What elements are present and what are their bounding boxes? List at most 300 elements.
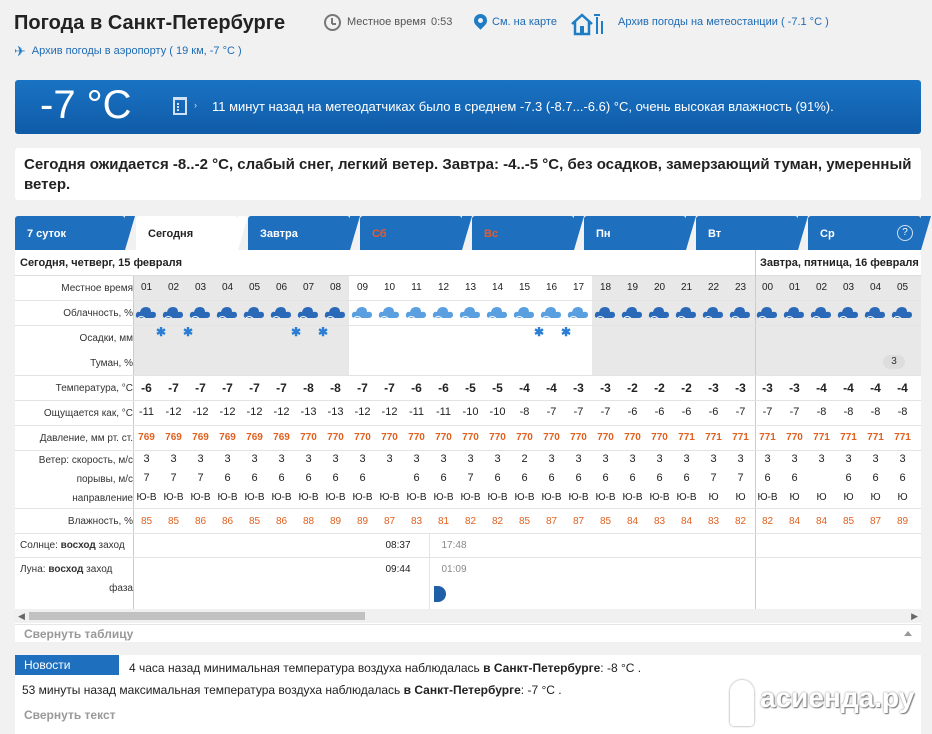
pressure-cell: 770 <box>570 432 587 443</box>
horizontal-scrollbar[interactable] <box>15 609 921 623</box>
humidity-cell: 82 <box>761 516 774 527</box>
direction-cell: Ю-В <box>136 492 157 503</box>
cloud-icon <box>567 303 589 321</box>
gust-cell: 6 <box>764 472 771 484</box>
hour-cell: 23 <box>734 282 747 293</box>
direction-cell: Ю <box>897 492 908 503</box>
humidity-cell: 87 <box>572 516 585 527</box>
tab-8[interactable]: Ср <box>808 216 921 250</box>
gust-cell: 6 <box>602 472 609 484</box>
hour-cell: 03 <box>842 282 855 293</box>
pressure-cell: 770 <box>651 432 668 443</box>
pressure-cell: 771 <box>840 432 857 443</box>
temp-cell: -6 <box>438 381 449 395</box>
cloud-icon <box>729 303 751 321</box>
gust-cell: 6 <box>440 472 447 484</box>
humidity-cell: 85 <box>599 516 612 527</box>
humidity-cell: 86 <box>275 516 288 527</box>
cloud-icon <box>594 303 616 321</box>
snowflake-icon: ✱ <box>318 325 329 339</box>
cloud-icon <box>270 303 292 321</box>
hour-cell: 08 <box>329 282 342 293</box>
direction-cell: Ю <box>789 492 800 503</box>
hour-cell: 18 <box>599 282 612 293</box>
cloud-icon <box>216 303 238 321</box>
humidity-cell: 82 <box>491 516 504 527</box>
temp-cell: -7 <box>222 381 233 395</box>
gust-cell: 6 <box>656 472 663 484</box>
temp-cell: -4 <box>897 381 908 395</box>
wind-cell: 3 <box>710 453 717 465</box>
station-archive-link[interactable]: Архив погоды на метеостанции ( -7.1 °C ) <box>618 16 829 28</box>
feels-cell: -12 <box>354 406 371 418</box>
cloud-icon <box>162 303 184 321</box>
sunset-label: заход <box>98 540 125 551</box>
humidity-cell: 82 <box>464 516 477 527</box>
hour-cell: 15 <box>518 282 531 293</box>
feels-cell: -13 <box>327 406 344 418</box>
row-label: направление <box>72 493 133 504</box>
pressure-cell: 770 <box>381 432 398 443</box>
local-time-value: 0:53 <box>431 16 453 28</box>
temp-cell: -2 <box>681 381 692 395</box>
scroll-right-icon[interactable]: ▶ <box>911 611 918 621</box>
news-badge: Новости погоды <box>15 655 119 675</box>
feels-cell: -12 <box>273 406 290 418</box>
pressure-cell: 769 <box>219 432 236 443</box>
feels-cell: -6 <box>681 406 692 418</box>
row-fog <box>15 351 921 376</box>
wind-cell: 3 <box>845 453 852 465</box>
cloud-icon <box>702 303 724 321</box>
row-sun <box>15 534 921 558</box>
cloud-icon <box>135 303 157 321</box>
hour-cell: 17 <box>572 282 585 293</box>
gust-cell: 6 <box>899 472 906 484</box>
feels-cell: -7 <box>762 406 773 418</box>
gust-cell: 6 <box>251 472 258 484</box>
direction-cell: Ю-В <box>757 492 778 503</box>
pressure-cell: 771 <box>759 432 776 443</box>
gust-cell: 7 <box>737 472 744 484</box>
humidity-cell: 84 <box>626 516 639 527</box>
moon-phase-icon <box>434 586 446 602</box>
direction-cell: Ю-В <box>460 492 481 503</box>
humidity-cell: 89 <box>329 516 342 527</box>
cloud-icon <box>864 303 886 321</box>
temp-cell: -5 <box>492 381 503 395</box>
direction-cell: Ю <box>843 492 854 503</box>
pressure-cell: 769 <box>165 432 182 443</box>
direction-cell: Ю-В <box>595 492 616 503</box>
hour-cell: 07 <box>302 282 315 293</box>
pressure-cell: 770 <box>624 432 641 443</box>
tab-3[interactable]: Завтра <box>248 216 350 250</box>
pressure-cell: 770 <box>543 432 560 443</box>
humidity-cell: 85 <box>842 516 855 527</box>
hour-cell: 04 <box>869 282 882 293</box>
news-item <box>129 661 641 675</box>
local-time-label: Местное время <box>347 16 426 28</box>
hour-cell: 02 <box>167 282 180 293</box>
direction-cell: Ю-В <box>622 492 643 503</box>
moonset-label: заход <box>86 564 113 575</box>
hourly-forecast-table <box>15 250 921 642</box>
cloud-icon <box>405 303 427 321</box>
sunrise-time: 08:37 <box>385 540 411 551</box>
cloud-icon <box>810 303 832 321</box>
direction-cell: Ю <box>816 492 827 503</box>
pressure-cell: 771 <box>894 432 911 443</box>
temp-cell: -3 <box>708 381 719 395</box>
temp-cell: -3 <box>600 381 611 395</box>
pressure-cell: 771 <box>678 432 695 443</box>
humidity-cell: 84 <box>680 516 693 527</box>
tab-5[interactable]: Вс <box>472 216 574 250</box>
direction-cell: Ю-В <box>190 492 211 503</box>
wind-cell: 3 <box>575 453 582 465</box>
header <box>14 10 932 40</box>
news-city: в Санкт-Петербурге <box>403 683 521 697</box>
temp-cell: -7 <box>384 381 395 395</box>
row-label <box>20 564 112 575</box>
temp-cell: -2 <box>627 381 638 395</box>
wind-cell: 2 <box>521 453 528 465</box>
feels-cell: -8 <box>519 406 530 418</box>
humidity-cell: 87 <box>869 516 882 527</box>
gust-cell: 7 <box>197 472 204 484</box>
direction-cell: Ю-В <box>244 492 265 503</box>
temp-cell: -2 <box>654 381 665 395</box>
cloud-icon <box>837 303 859 321</box>
feels-cell: -6 <box>708 406 719 418</box>
feels-cell: -12 <box>219 406 236 418</box>
gust-cell: 6 <box>224 472 231 484</box>
pressure-cell: 771 <box>813 432 830 443</box>
row-label: Температура, °C <box>55 382 133 394</box>
gust-cell: 6 <box>521 472 528 484</box>
help-icon[interactable]: ? <box>897 225 913 241</box>
humidity-cell: 82 <box>734 516 747 527</box>
row-label: порывы, м/с <box>76 473 133 485</box>
forecast-summary: Сегодня ожидается -8..-2 °C, слабый снег, легкий ветер. Завтра: -4..-5 °C, без осадков, замерзающий туман, умеренный ветер. <box>15 148 921 200</box>
feels-cell: -11 <box>435 406 452 418</box>
hour-cell: 13 <box>464 282 477 293</box>
feels-cell: -10 <box>489 406 506 418</box>
sunrise-label: восход <box>60 540 96 551</box>
cloud-icon <box>324 303 346 321</box>
gust-cell: 6 <box>413 472 420 484</box>
humidity-cell: 86 <box>194 516 207 527</box>
wind-cell: 3 <box>818 453 825 465</box>
day-header-today: Сегодня, четверг, 15 февраля <box>20 257 183 269</box>
cloud-icon <box>513 303 535 321</box>
row-label: Туман, % <box>90 357 133 369</box>
row-label <box>20 540 125 551</box>
cloud-icon <box>297 303 319 321</box>
feels-cell: -7 <box>735 406 746 418</box>
wind-cell: 3 <box>467 453 474 465</box>
hour-cell: 11 <box>411 282 422 293</box>
feels-cell: -6 <box>654 406 665 418</box>
news-text: 53 минуты назад максимальная температура воздуха наблюдалась <box>22 683 401 697</box>
hour-cell: 14 <box>491 282 504 293</box>
direction-cell: Ю-В <box>433 492 454 503</box>
gust-cell: 7 <box>467 472 474 484</box>
hour-cell: 06 <box>275 282 288 293</box>
snowflake-icon: ✱ <box>534 325 545 339</box>
wind-cell: 3 <box>224 453 231 465</box>
news-value: : -7 °C . <box>520 683 562 697</box>
tab-7[interactable]: Вт <box>696 216 798 250</box>
hour-cell: 00 <box>761 282 774 293</box>
pressure-cell: 770 <box>462 432 479 443</box>
feels-cell: -8 <box>843 406 854 418</box>
wind-cell: 3 <box>143 453 150 465</box>
pressure-cell: 770 <box>408 432 425 443</box>
cloud-icon <box>756 303 778 321</box>
scroll-left-icon[interactable]: ◀ <box>18 611 25 621</box>
row-moon <box>15 558 921 609</box>
pressure-cell: 770 <box>354 432 371 443</box>
cloud-icon <box>351 303 373 321</box>
day-header-row <box>15 250 921 276</box>
sun-label: Солнце: <box>20 540 58 551</box>
hour-cell: 09 <box>356 282 369 293</box>
collapse-news-button[interactable]: Свернуть текст <box>24 708 116 722</box>
collapse-table-button[interactable]: Свернуть таблицу <box>15 624 921 642</box>
humidity-cell: 88 <box>302 516 315 527</box>
wind-cell: 3 <box>170 453 177 465</box>
tab-6[interactable]: Пн <box>584 216 686 250</box>
cloud-icon <box>432 303 454 321</box>
building-icon <box>173 97 187 115</box>
wind-cell: 3 <box>872 453 879 465</box>
map-pin-icon <box>471 11 489 29</box>
temp-cell: -4 <box>519 381 530 395</box>
feels-cell: -13 <box>300 406 317 418</box>
hour-cell: 16 <box>545 282 558 293</box>
humidity-cell: 86 <box>221 516 234 527</box>
tab-2[interactable]: Сегодня <box>136 216 238 250</box>
cloud-icon <box>621 303 643 321</box>
direction-cell: Ю-В <box>379 492 400 503</box>
direction-cell: Ю-В <box>406 492 427 503</box>
gust-cell: 6 <box>305 472 312 484</box>
temp-cell: -7 <box>168 381 179 395</box>
wind-cell: 3 <box>656 453 663 465</box>
clock-icon <box>324 14 341 31</box>
day-tabs <box>15 216 921 250</box>
feels-cell: -12 <box>381 406 398 418</box>
humidity-cell: 84 <box>815 516 828 527</box>
humidity-cell: 87 <box>545 516 558 527</box>
direction-cell: Ю-В <box>514 492 535 503</box>
news-item <box>22 683 562 697</box>
direction-cell: Ю-В <box>163 492 184 503</box>
pressure-cell: 771 <box>705 432 722 443</box>
temp-cell: -8 <box>303 381 314 395</box>
wind-cell: 3 <box>548 453 555 465</box>
temp-cell: -7 <box>357 381 368 395</box>
moonset-time: 01:09 <box>441 564 467 575</box>
day-header-tomorrow: Завтра, пятница, 16 февраля <box>760 257 919 269</box>
direction-cell: Ю <box>708 492 719 503</box>
gust-cell: 6 <box>494 472 501 484</box>
cloud-icon <box>243 303 265 321</box>
gust-cell: 7 <box>170 472 177 484</box>
wind-cell: 3 <box>197 453 204 465</box>
cloud-icon <box>459 303 481 321</box>
pressure-cell: 769 <box>138 432 155 443</box>
humidity-cell: 84 <box>788 516 801 527</box>
fog-badge: 3 <box>883 355 905 369</box>
weather-station-icon <box>570 12 610 36</box>
hour-cell: 01 <box>788 282 801 293</box>
temp-cell: -7 <box>249 381 260 395</box>
temp-cell: -6 <box>411 381 422 395</box>
wind-cell: 3 <box>440 453 447 465</box>
temp-cell: -4 <box>870 381 881 395</box>
gust-cell: 6 <box>872 472 879 484</box>
pressure-cell: 770 <box>597 432 614 443</box>
humidity-cell: 83 <box>707 516 720 527</box>
gust-cell: 6 <box>791 472 798 484</box>
wind-cell: 3 <box>332 453 339 465</box>
pressure-cell: 771 <box>867 432 884 443</box>
snowflake-icon: ✱ <box>156 325 167 339</box>
pressure-cell: 769 <box>273 432 290 443</box>
cloud-icon <box>891 303 913 321</box>
hour-cell: 10 <box>383 282 396 293</box>
hour-cell: 20 <box>653 282 666 293</box>
wind-cell: 3 <box>791 453 798 465</box>
moon-label: Луна: <box>20 564 46 575</box>
airplane-icon: ✈ <box>14 43 26 59</box>
row-label: фаза <box>109 583 133 594</box>
humidity-cell: 87 <box>383 516 396 527</box>
cloud-icon <box>675 303 697 321</box>
pressure-cell: 770 <box>489 432 506 443</box>
temp-cell: -3 <box>735 381 746 395</box>
pressure-cell: 770 <box>300 432 317 443</box>
gust-cell: 7 <box>143 472 150 484</box>
row-label: Давление, мм рт. ст. <box>39 432 133 444</box>
humidity-cell: 83 <box>410 516 423 527</box>
tab-4[interactable]: Сб <box>360 216 462 250</box>
gust-cell: 6 <box>548 472 555 484</box>
cloud-icon <box>783 303 805 321</box>
moonrise-label: восход <box>48 564 84 575</box>
row-label: Облачность, % <box>63 307 133 319</box>
gust-cell: 6 <box>359 472 366 484</box>
map-link[interactable]: См. на карте <box>492 16 557 28</box>
snowflake-icon: ✱ <box>291 325 302 339</box>
feels-cell: -7 <box>573 406 584 418</box>
feels-cell: -12 <box>246 406 263 418</box>
cloud-icon <box>486 303 508 321</box>
humidity-cell: 85 <box>167 516 180 527</box>
feels-cell: -7 <box>789 406 800 418</box>
temp-cell: -7 <box>195 381 206 395</box>
wind-cell: 3 <box>602 453 609 465</box>
temp-cell: -4 <box>816 381 827 395</box>
cloud-icon <box>540 303 562 321</box>
gust-cell: 7 <box>710 472 717 484</box>
temp-cell: -6 <box>141 381 152 395</box>
direction-cell: Ю-В <box>676 492 697 503</box>
hour-cell: 12 <box>437 282 450 293</box>
wind-cell: 3 <box>251 453 258 465</box>
pressure-cell: 771 <box>732 432 749 443</box>
hour-cell: 02 <box>815 282 828 293</box>
feels-cell: -10 <box>462 406 479 418</box>
direction-cell: Ю <box>735 492 746 503</box>
wind-cell: 3 <box>413 453 420 465</box>
temp-cell: -4 <box>546 381 557 395</box>
direction-cell: Ю-В <box>568 492 589 503</box>
tab-1[interactable]: 7 суток <box>15 216 125 250</box>
cloud-icon <box>648 303 670 321</box>
row-precip <box>15 326 921 351</box>
gust-cell: 6 <box>629 472 636 484</box>
temp-cell: -3 <box>573 381 584 395</box>
direction-cell: Ю-В <box>541 492 562 503</box>
hour-cell: 03 <box>194 282 207 293</box>
feels-cell: -7 <box>600 406 611 418</box>
direction-cell: Ю-В <box>271 492 292 503</box>
wind-cell: 3 <box>278 453 285 465</box>
airport-archive-link[interactable]: Архив погоды в аэропорту ( 19 км, -7 °C ) <box>31 45 242 57</box>
humidity-cell: 89 <box>896 516 909 527</box>
temp-cell: -3 <box>762 381 773 395</box>
watermark: асиенда.ру <box>760 682 915 713</box>
humidity-cell: 85 <box>140 516 153 527</box>
humidity-cell: 81 <box>437 516 450 527</box>
news-value: : -8 °C . <box>600 661 642 675</box>
pressure-cell: 770 <box>435 432 452 443</box>
feels-cell: -8 <box>870 406 881 418</box>
direction-cell: Ю <box>870 492 881 503</box>
snowflake-icon: ✱ <box>561 325 572 339</box>
moonrise-time: 09:44 <box>385 564 411 575</box>
direction-cell: Ю-В <box>352 492 373 503</box>
news-text: 4 часа назад минимальная температура воздуха наблюдалась <box>129 661 480 675</box>
gust-cell: 6 <box>683 472 690 484</box>
sensor-summary: 11 минут назад на метеодатчиках было в среднем -7.3 (-8.7...-6.6) °C, очень высокая влажность (91%). <box>212 99 834 114</box>
hour-cell: 21 <box>680 282 693 293</box>
gust-cell: 6 <box>278 472 285 484</box>
wind-cell: 3 <box>899 453 906 465</box>
wind-cell: 3 <box>683 453 690 465</box>
row-label: Влажность, % <box>67 515 133 527</box>
gust-cell: 6 <box>575 472 582 484</box>
direction-cell: Ю-В <box>217 492 238 503</box>
feels-cell: -8 <box>816 406 827 418</box>
temp-cell: -7 <box>276 381 287 395</box>
airport-archive <box>14 43 242 60</box>
direction-cell: Ю-В <box>298 492 319 503</box>
wind-cell: 3 <box>737 453 744 465</box>
pressure-cell: 770 <box>786 432 803 443</box>
feels-cell: -12 <box>165 406 182 418</box>
scrollbar-thumb[interactable] <box>29 612 365 620</box>
pressure-cell: 770 <box>327 432 344 443</box>
feels-cell: -11 <box>138 406 155 418</box>
sunset-time: 17:48 <box>441 540 467 551</box>
wind-cell: 3 <box>629 453 636 465</box>
current-temp-banner <box>15 80 921 134</box>
